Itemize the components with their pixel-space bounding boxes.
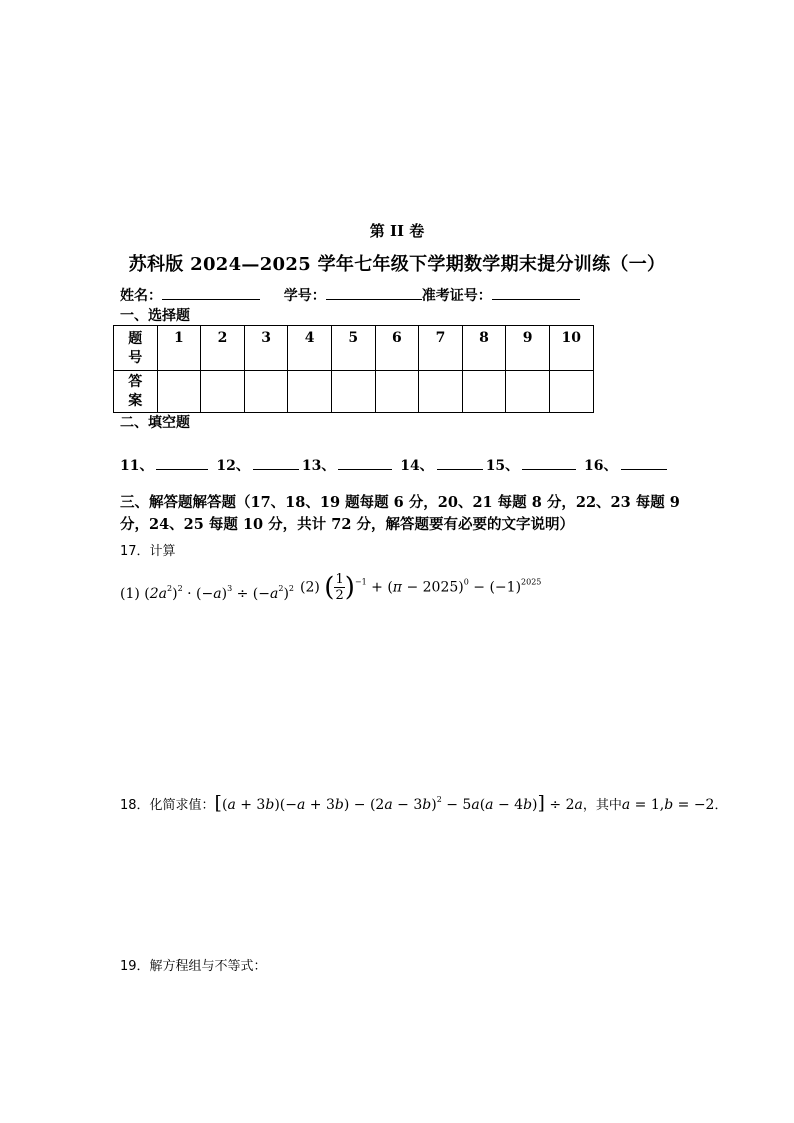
exam-number-label: 准考证号： xyxy=(421,288,492,304)
answer-table xyxy=(113,325,594,413)
q18-formula: $[(a + 3b)(-a + 3b) - (2a - 3b)^2 - 5a(a - 4b)] \div 2a$ xyxy=(214,792,583,814)
answer-cell[interactable] xyxy=(462,371,506,413)
q18-condition: a = 1,b = −2 xyxy=(621,797,715,813)
fill-item-label: 15、 xyxy=(485,458,520,474)
answer-cell[interactable] xyxy=(419,371,463,413)
name-label: 姓名： xyxy=(120,288,162,304)
answer-cell[interactable] xyxy=(288,371,332,413)
section1-heading: 一、选择题 xyxy=(120,308,190,324)
number-cell: 5 xyxy=(331,326,375,371)
fill-blank[interactable] xyxy=(338,455,392,470)
fill-item-label: 11、 xyxy=(120,458,154,474)
answer-cell[interactable] xyxy=(549,371,593,413)
q18-condition-prefix: ，其中 xyxy=(582,798,622,813)
fill-blank-row xyxy=(120,455,670,475)
answer-cell[interactable] xyxy=(331,371,375,413)
number-cell: 6 xyxy=(375,326,419,371)
number-header-cell: 题 号 xyxy=(114,326,158,371)
id-label: 学号： xyxy=(283,288,326,304)
number-cell: 4 xyxy=(288,326,332,371)
answer-cell[interactable] xyxy=(244,371,288,413)
answer-header-cell: 答 案 xyxy=(114,371,158,413)
answer-table-number-row xyxy=(114,326,594,371)
name-blank[interactable] xyxy=(162,285,260,300)
q17-part2-formula: (2) ( $\frac{1}{2}$ )$^{-1} + (\pi - 2025)^0 - (-1)^{2025}$ xyxy=(300,572,542,603)
q17-part2-label: (2) xyxy=(300,579,320,596)
fill-blank[interactable] xyxy=(437,455,483,470)
section2-heading: 二、填空题 xyxy=(120,415,190,431)
fill-blank[interactable] xyxy=(522,455,576,470)
q18-row: 18．化简求值：$[(a + 3b)(-a + 3b) - (2a - 3b)^2 - 5a(a - 4b)] \div 2a$，其中a = 1,b = −2． xyxy=(120,792,728,814)
q17-part1-formula: (1) $(2a^2)^2 \cdot (-a)^3 \div (-a^2)^2$ xyxy=(120,584,294,602)
fill-blank[interactable] xyxy=(253,455,299,470)
page-title: 苏科版 2024—2025 学年七年级下学期数学期末提分训练（一） xyxy=(128,254,666,275)
volume-label: 第 II 卷 xyxy=(369,222,425,240)
answer-cell[interactable] xyxy=(201,371,245,413)
fill-item-label: 16、 xyxy=(584,458,618,474)
q17-label: 17．计算 xyxy=(120,544,176,559)
student-info-row xyxy=(120,285,580,305)
number-cell: 10 xyxy=(549,326,593,371)
section3-heading: 三、解答题解答题（17、18、19 题每题 6 分，20、21 每题 8 分，22、23 每题 9 分，24、25 每题 10 分，共计 72 分，解答题要有必要的文字说明） xyxy=(120,494,680,533)
fill-item-label: 13、 xyxy=(301,458,336,474)
exam-number-blank[interactable] xyxy=(492,285,580,300)
fill-blank[interactable] xyxy=(621,455,667,470)
fill-item-label: 14、 xyxy=(400,458,434,474)
number-cell: 8 xyxy=(462,326,506,371)
answer-cell[interactable] xyxy=(375,371,419,413)
q18-label: 18．化简求值： xyxy=(120,798,215,813)
number-cell: 3 xyxy=(244,326,288,371)
number-cell: 7 xyxy=(419,326,463,371)
number-cell: 2 xyxy=(201,326,245,371)
fill-blank[interactable] xyxy=(156,455,208,470)
id-blank[interactable] xyxy=(326,285,422,300)
q17-part1-label: (1) xyxy=(120,586,140,602)
answer-cell[interactable] xyxy=(506,371,550,413)
number-cell: 9 xyxy=(506,326,550,371)
q19-label: 19．解方程组与不等式： xyxy=(120,959,267,974)
answer-table-answer-row xyxy=(114,371,594,413)
answer-cell[interactable] xyxy=(157,371,201,413)
fill-item-label: 12、 xyxy=(216,458,250,474)
number-cell: 1 xyxy=(157,326,201,371)
